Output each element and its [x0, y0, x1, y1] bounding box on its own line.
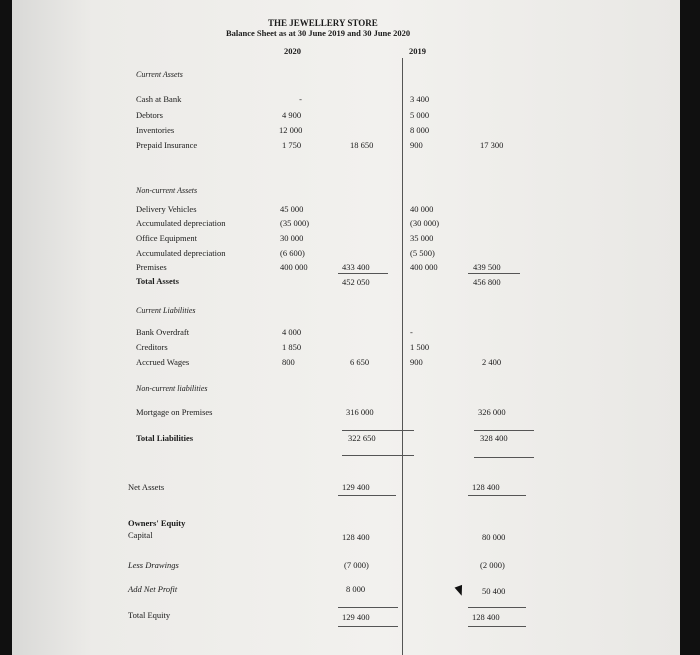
value-2019: (30 000): [410, 218, 440, 228]
total-liabilities-2020: 322 650: [348, 433, 376, 443]
underline: [338, 495, 396, 496]
section-heading-current-assets: Current Assets: [136, 70, 183, 79]
capital-label: Capital: [128, 530, 153, 540]
drawings-2020: (7 000): [344, 560, 369, 570]
section-heading-current-liabilities: Current Liabilities: [136, 306, 196, 315]
net-profit-2019: 50 400: [482, 586, 506, 596]
value-2019: 900: [410, 357, 423, 367]
value-2019: (5 500): [410, 248, 435, 258]
value-2019: 8 000: [410, 125, 430, 135]
row-label: Debtors: [136, 110, 163, 120]
document-title: THE JEWELLERY STORE: [268, 18, 378, 28]
underline: [338, 273, 388, 274]
underline: [468, 273, 520, 274]
value-2019: -: [410, 327, 413, 337]
row-label: Accumulated depreciation: [136, 218, 226, 228]
total-assets-label: Total Assets: [136, 276, 179, 286]
value-2020: 800: [282, 357, 295, 367]
net-assets-2019: 128 400: [472, 482, 500, 492]
underline: [468, 626, 526, 627]
column-header-2020: 2020: [284, 46, 301, 56]
total-assets-2019: 456 800: [473, 277, 501, 287]
row-label: Bank Overdraft: [136, 327, 190, 337]
underline: [468, 607, 526, 608]
mortgage-2019: 326 000: [478, 407, 506, 417]
value-2019: 40 000: [410, 204, 434, 214]
row-label: Premises: [136, 262, 167, 272]
section-heading-noncurrent-assets: Non-current Assets: [136, 186, 198, 195]
underline: [474, 430, 534, 431]
mouse-pointer-icon: [455, 585, 466, 597]
net-profit-label: Add Net Profit: [128, 584, 178, 594]
net-assets-label: Net Assets: [128, 482, 165, 492]
row-label: Cash at Bank: [136, 94, 182, 104]
row-label: Delivery Vehicles: [136, 204, 197, 214]
total-liabilities-label: Total Liabilities: [136, 433, 194, 443]
current-liabilities-total-2020: 6 650: [350, 357, 370, 367]
underline: [474, 457, 534, 458]
mortgage-label: Mortgage on Premises: [136, 407, 213, 417]
row-label: Accumulated depreciation: [136, 248, 226, 258]
value-2019: 5 000: [410, 110, 430, 120]
row-label: Inventories: [136, 125, 175, 135]
value-2019: 400 000: [410, 262, 438, 272]
value-2020: 400 000: [280, 262, 308, 272]
noncurrent-assets-total-2019: 439 500: [473, 262, 501, 272]
value-2020: 12 000: [279, 125, 303, 135]
value-2019: 35 000: [410, 233, 434, 243]
row-label: Creditors: [136, 342, 168, 352]
value-2020: 4 000: [282, 327, 302, 337]
value-2020: 30 000: [280, 233, 304, 243]
capital-2020: 128 400: [342, 532, 370, 542]
total-equity-2020: 129 400: [342, 612, 370, 622]
row-label: Prepaid Insurance: [136, 140, 198, 150]
value-2019: 3 400: [410, 94, 430, 104]
underline: [338, 626, 398, 627]
value-2019: 1 500: [410, 342, 430, 352]
underline: [342, 430, 414, 431]
current-assets-total-2019: 17 300: [480, 140, 504, 150]
value-2019: 900: [410, 140, 423, 150]
drawings-2019: (2 000): [480, 560, 505, 570]
current-assets-total-2020: 18 650: [350, 140, 374, 150]
value-2020: -: [299, 94, 302, 104]
value-2020: 1 850: [282, 342, 302, 352]
net-assets-2020: 129 400: [342, 482, 370, 492]
underline: [468, 495, 526, 496]
current-liabilities-total-2019: 2 400: [482, 357, 502, 367]
column-divider: [402, 58, 403, 655]
value-2020: 1 750: [282, 140, 302, 150]
underline: [342, 455, 414, 456]
net-profit-2020: 8 000: [346, 584, 366, 594]
noncurrent-assets-total-2020: 433 400: [342, 262, 370, 272]
total-equity-label: Total Equity: [128, 610, 171, 620]
value-2020: 45 000: [280, 204, 304, 214]
balance-sheet-page: [12, 0, 680, 655]
mortgage-2020: 316 000: [346, 407, 374, 417]
underline: [338, 607, 398, 608]
total-assets-2020: 452 050: [342, 277, 370, 287]
drawings-label: Less Drawings: [128, 560, 179, 570]
owners-equity-heading: Owners' Equity: [128, 518, 186, 528]
row-label: Office Equipment: [136, 233, 197, 243]
value-2020: 4 900: [282, 110, 302, 120]
total-liabilities-2019: 328 400: [480, 433, 508, 443]
value-2020: (35 000): [280, 218, 310, 228]
value-2020: (6 600): [280, 248, 305, 258]
column-header-2019: 2019: [409, 46, 426, 56]
document-subtitle: Balance Sheet as at 30 June 2019 and 30 June 2020: [226, 28, 411, 38]
capital-2019: 80 000: [482, 532, 506, 542]
section-heading-noncurrent-liabilities: Non-current liabilities: [136, 384, 208, 393]
row-label: Accrued Wages: [136, 357, 190, 367]
total-equity-2019: 128 400: [472, 612, 500, 622]
